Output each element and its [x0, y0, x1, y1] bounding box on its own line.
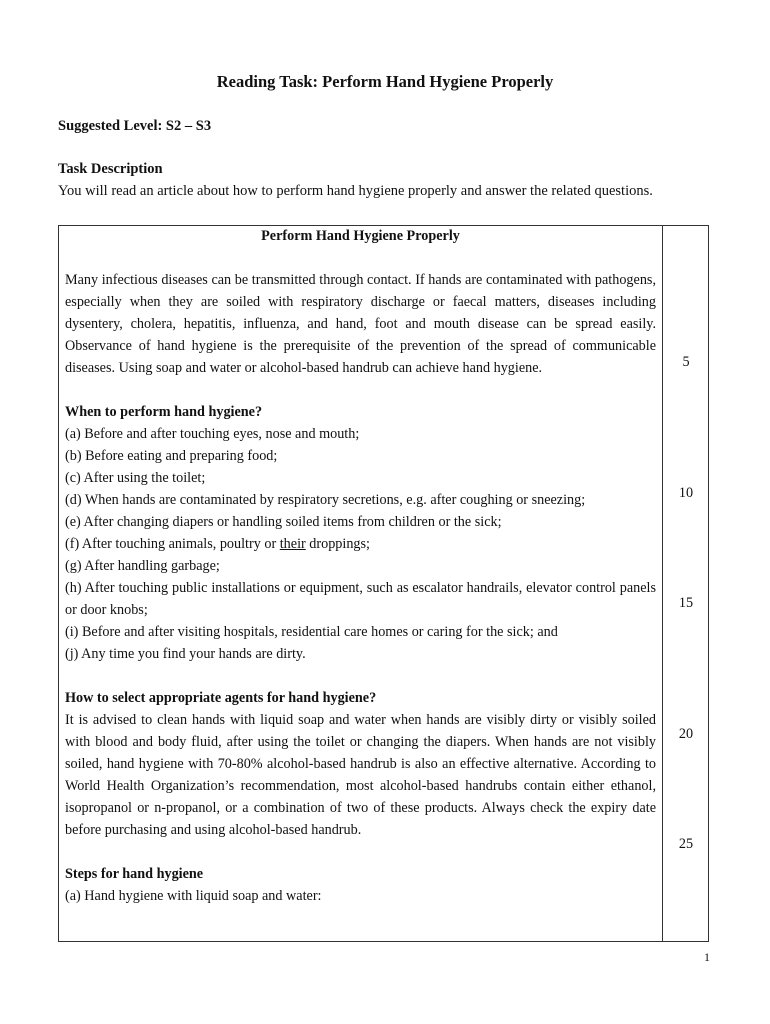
- line-number-10: 10: [678, 485, 694, 501]
- underlined-word: their: [279, 536, 306, 552]
- list-item: (b) Before eating and preparing food;: [65, 448, 278, 464]
- list-item: [65, 533, 656, 555]
- steps-first-item: (a) Hand hygiene with liquid soap and water:: [65, 888, 322, 904]
- list-item: (i) Before and after visiting hospitals, residential care homes or caring for the sick; and: [65, 624, 558, 640]
- article-body: [65, 269, 656, 907]
- steps-heading: Steps for hand hygiene: [65, 866, 204, 882]
- page-number: 1: [704, 950, 710, 964]
- line-number-5: 5: [682, 354, 690, 370]
- article-title: Perform Hand Hygiene Properly: [261, 228, 460, 244]
- list-item-text: (f) After touching animals, poultry or: [65, 536, 280, 552]
- task-description-heading: Task Description: [58, 161, 163, 177]
- when-heading: When to perform hand hygiene?: [65, 404, 263, 420]
- list-item: (a) Before and after touching eyes, nose and mouth;: [65, 426, 360, 442]
- list-item: (g) After handling garbage;: [65, 558, 220, 574]
- line-number-15: 15: [678, 595, 694, 611]
- agents-heading: How to select appropriate agents for hand hygiene?: [65, 690, 377, 706]
- intro-paragraph: Many infectious diseases can be transmitted through contact. If hands are contaminated with pathogens, especially when they are soiled with respiratory discharge or faecal matters, diseases including dysentery, cholera, hepatitis, influenza, and hand, foot and mouth disease can be spread easily. Observance of hand hygiene is the prerequisite of the prevention of the spread of communicable diseases. Using soap and water or alcohol-based handrub can achieve hand hygiene.: [65, 272, 656, 376]
- list-item: (e) After changing diapers or handling soiled items from children or the sick;: [65, 514, 502, 530]
- list-item: (d) When hands are contaminated by respiratory secretions, e.g. after coughing or sneezing;: [65, 492, 586, 508]
- suggested-level: Suggested Level: S2 – S3: [58, 118, 212, 134]
- page-title: Reading Task: Perform Hand Hygiene Properly: [216, 72, 554, 91]
- list-item: (j) Any time you find your hands are dirty.: [65, 646, 306, 662]
- line-number-divider: [662, 225, 663, 942]
- task-description-text: You will read an article about how to perform hand hygiene properly and answer the related questions.: [58, 183, 653, 199]
- list-item: (h) After touching public installations or equipment, such as escalator handrails, elevator control panels or door knobs;: [65, 580, 656, 618]
- agents-paragraph: It is advised to clean hands with liquid soap and water when hands are visibly dirty or visibly soiled with blood and body fluid, after using the toilet or changing the diapers. When hands are not visibly soiled, hand hygiene with 70-80% alcohol-based handrub is also an effective alternative. According to World Health Organization’s recommendation, most alcohol-based handrubs contain either ethanol, isopropanol or n-propanol, or a combination of two of these products. Always check the expiry date before purchasing and using alcohol-based handrub.: [65, 712, 656, 838]
- line-number-25: 25: [678, 836, 694, 852]
- line-number-20: 20: [678, 726, 694, 742]
- list-item-text: droppings;: [305, 536, 370, 552]
- list-item: (c) After using the toilet;: [65, 470, 206, 486]
